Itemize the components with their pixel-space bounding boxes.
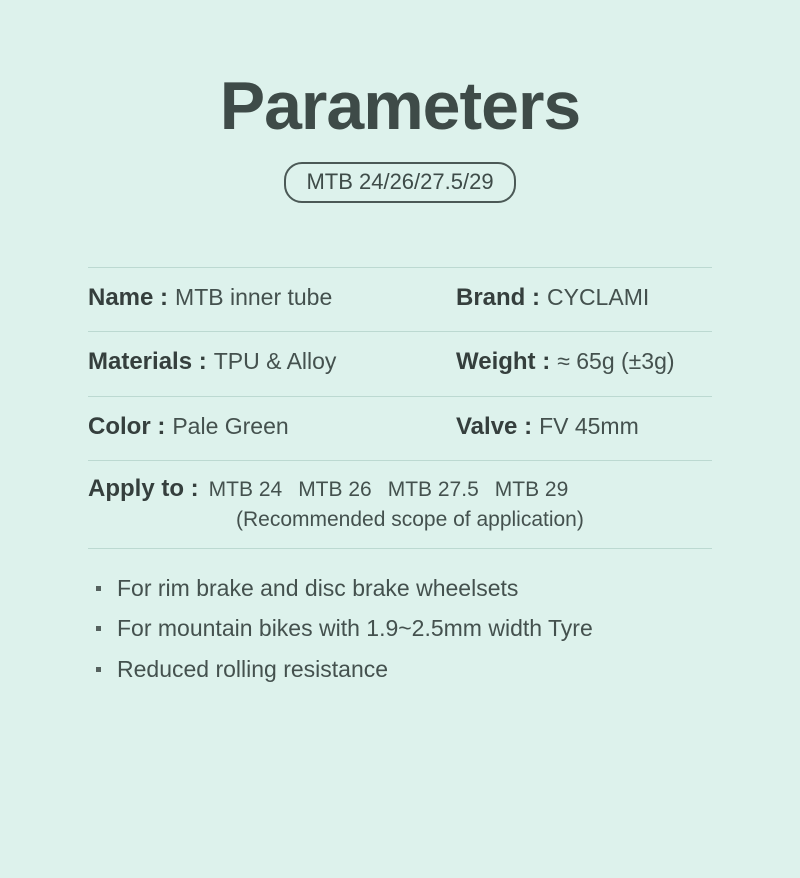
spec-value: TPU & Alloy [213,348,337,375]
spec-cell-weight [456,346,712,377]
table-row [88,397,712,461]
apply-to-values [209,478,569,502]
spec-value: MTB inner tube [175,284,333,311]
spec-key: Weight : [456,348,551,376]
spec-cell-brand [456,282,712,313]
spec-key: Apply to : [88,474,199,502]
spec-key: Color : [88,412,166,440]
spec-key: Name : [88,284,169,312]
spec-value: CYCLAMI [547,284,650,311]
apply-to-value: MTB 29 [494,477,569,501]
list-item [96,652,712,688]
spec-key: Brand : [456,284,540,312]
spec-cell-name [88,282,456,313]
spec-value: ≈ 65g (±3g) [557,348,675,375]
size-badge: MTB 24/26/27.5/29 [284,162,515,203]
apply-to-note: (Recommended scope of application) [236,507,584,531]
feature-list [96,571,712,688]
apply-to-value: MTB 26 [298,477,372,501]
apply-to-value: MTB 24 [208,477,283,501]
spec-value: FV 45mm [539,412,639,439]
bullet-icon [96,667,101,672]
page-title: Parameters [219,68,581,144]
bullet-icon [96,626,101,631]
spec-cell-color [88,411,456,442]
spec-table [88,267,712,549]
table-row-apply-to [88,461,712,549]
list-item [96,611,712,647]
badge-container [0,162,800,203]
list-item-label: Reduced rolling resistance [117,656,389,683]
spec-value: Pale Green [172,412,289,439]
spec-key: Valve : [456,412,533,440]
apply-to-value: MTB 27.5 [387,477,479,501]
list-item-label: For rim brake and disc brake wheelsets [117,574,519,601]
spec-cell-materials [88,346,456,377]
list-item-label: For mountain bikes with 1.9~2.5mm width Tyre [117,615,593,642]
spec-cell-valve [456,411,712,442]
bullet-icon [96,586,101,591]
apply-to-line [88,475,712,503]
table-row [88,267,712,332]
table-row [88,332,712,396]
list-item [96,571,712,607]
spec-key: Materials : [88,348,207,376]
